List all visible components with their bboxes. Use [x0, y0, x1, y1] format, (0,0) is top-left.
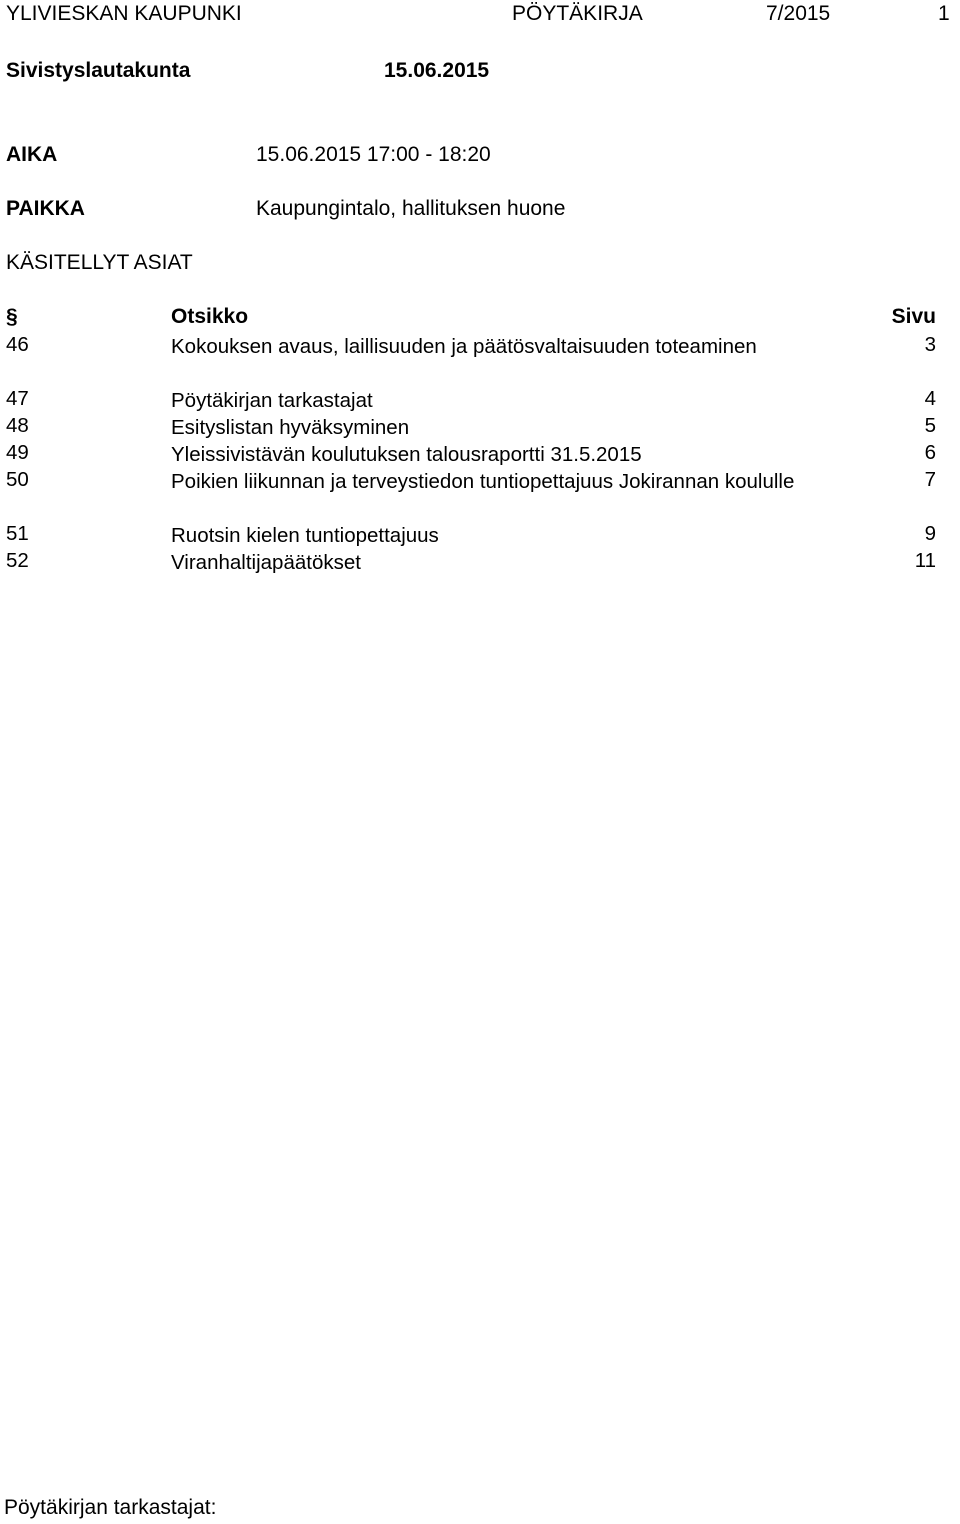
item-title: Pöytäkirjan tarkastajat: [171, 389, 373, 412]
agenda-heading: KÄSITELLYT ASIAT: [6, 251, 193, 274]
item-title: Yleissivistävän koulutuksen talousraportti 31.5.2015: [171, 443, 642, 466]
page-number: 1: [938, 2, 950, 25]
item-title: Ruotsin kielen tuntiopettajuus: [171, 524, 439, 547]
item-page: 4: [924, 387, 936, 410]
item-number: 52: [6, 549, 29, 572]
item-page: 9: [924, 522, 936, 545]
item-number: 48: [6, 414, 29, 437]
time-value: 15.06.2015 17:00 - 18:20: [256, 143, 491, 166]
item-title: Esityslistan hyväksyminen: [171, 416, 410, 439]
item-page: 3: [924, 333, 936, 356]
document-number: 7/2015: [766, 2, 831, 25]
place-value: Kaupungintalo, hallituksen huone: [256, 197, 566, 220]
committee-name: Sivistyslautakunta: [6, 59, 191, 82]
item-page: 6: [924, 441, 936, 464]
item-number: 51: [6, 522, 29, 545]
item-number: 46: [6, 333, 29, 356]
time-label: AIKA: [6, 143, 58, 166]
item-number: 50: [6, 468, 29, 491]
item-number: 47: [6, 387, 29, 410]
agenda-table-header: [0, 305, 960, 333]
organization-name: YLIVIESKAN KAUPUNKI: [6, 2, 242, 25]
item-page: 7: [924, 468, 936, 491]
item-page: 5: [924, 414, 936, 437]
title-column-header: Otsikko: [171, 305, 249, 328]
item-page: 11: [914, 549, 936, 572]
page-column-header: Sivu: [891, 305, 936, 328]
place-label: PAIKKA: [6, 197, 85, 220]
section-symbol: §: [6, 305, 18, 328]
document-type: PÖYTÄKIRJA: [512, 2, 643, 25]
item-number: 49: [6, 441, 29, 464]
item-title: Kokouksen avaus, laillisuuden ja päätösvaltaisuuden toteaminen: [171, 335, 757, 358]
item-title: Viranhaltijapäätökset: [171, 551, 361, 574]
meeting-date: 15.06.2015: [384, 59, 490, 82]
item-title: Poikien liikunnan ja terveystiedon tuntiopettajuus Jokirannan koululle: [171, 470, 795, 493]
reviewers-label: Pöytäkirjan tarkastajat:: [4, 1496, 217, 1519]
